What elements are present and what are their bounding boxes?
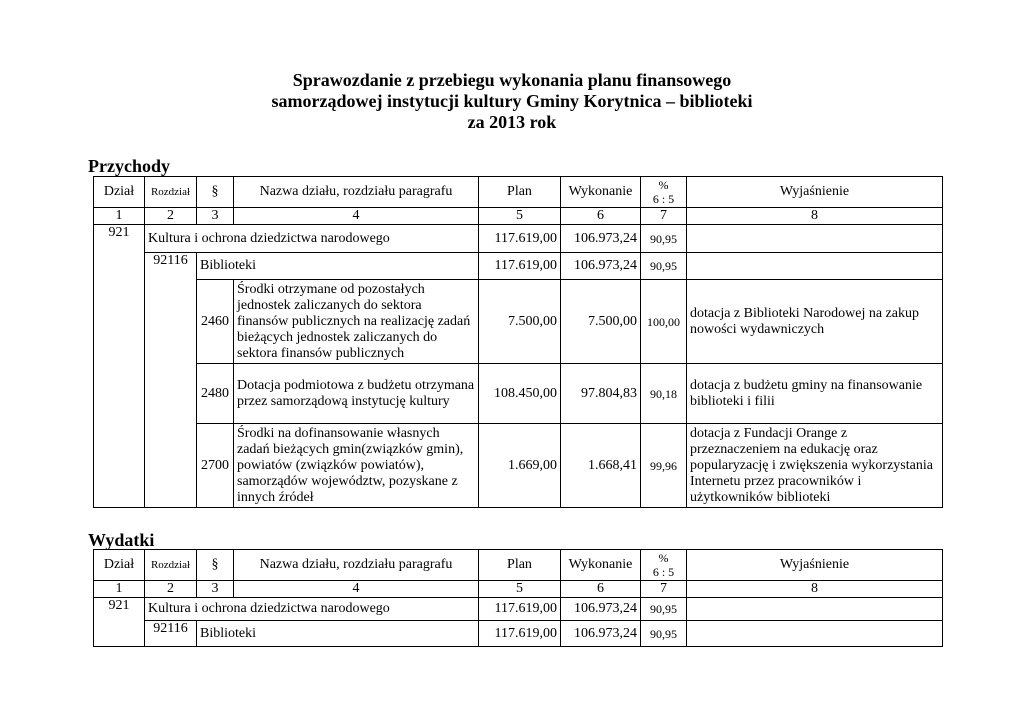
header-row [94,177,943,208]
header-row [94,550,943,581]
col-number: 6 [561,581,641,598]
dzial-name: Kultura i ochrona dziedzictwa narodowego [145,225,479,253]
col-number: 7 [641,208,687,225]
section-heading-przychody: Przychody [88,156,170,176]
col-number: 6 [561,208,641,225]
table-row [94,280,943,364]
przychody-table [93,176,943,508]
rozdzial-percent: 90,95 [641,253,687,280]
header-percent [641,177,687,208]
header-paragraf: § [197,550,234,581]
header-percent-sign: % [658,178,669,192]
paragraf-name: Środki na dofinansowanie własnych zadań bieżących gmin(związków gmin), powiatów (związków powiatów), samorządów województw, pozyskane z innych źródeł [234,424,479,508]
paragraf-code: 2480 [197,364,234,424]
paragraf-percent: 99,96 [641,424,687,508]
rozdzial-code: 92116 [145,253,197,508]
col-number: 1 [94,208,145,225]
col-number: 8 [687,581,943,598]
header-dzial: Dział [94,550,145,581]
col-number: 4 [234,208,479,225]
title-line-2: samorządowej instytucji kultury Gminy Korytnica – biblioteki [271,91,753,111]
header-percent-ratio: 6 : 5 [652,192,675,206]
header-plan: Plan [479,550,561,581]
col-number: 5 [479,208,561,225]
paragraf-name: Środki otrzymane od pozostałych jednostek zaliczanych do sektora finansów publicznych na realizację zadań bieżących jednostek zaliczanych do sektora finansów publicznych [234,280,479,364]
table-row-rozdzial [94,253,943,280]
header-wykonanie: Wykonanie [561,550,641,581]
header-wykonanie: Wykonanie [561,177,641,208]
col-number: 3 [197,208,234,225]
header-paragraf: § [197,177,234,208]
col-number: 2 [145,208,197,225]
header-wyjasnienie: Wyjaśnienie [687,177,943,208]
section-heading-wydatki: Wydatki [88,530,155,550]
dzial-wyjasnienie [687,598,943,621]
rozdzial-plan: 117.619,00 [479,253,561,280]
rozdzial-wykonanie: 106.973,24 [561,621,641,647]
table-row-rozdzial [94,621,943,647]
dzial-code: 921 [94,225,145,508]
table-row [94,364,943,424]
header-percent-ratio: 6 : 5 [652,565,675,579]
dzial-percent: 90,95 [641,598,687,621]
rozdzial-wyjasnienie [687,621,943,647]
col-number: 5 [479,581,561,598]
paragraf-name: Dotacja podmiotowa z budżetu otrzymana przez samorządową instytucję kultury [234,364,479,424]
column-number-row [94,581,943,598]
paragraf-percent: 100,00 [641,280,687,364]
table-row [94,424,943,508]
paragraf-wykonanie: 97.804,83 [561,364,641,424]
dzial-wykonanie: 106.973,24 [561,598,641,621]
paragraf-wykonanie: 7.500,00 [561,280,641,364]
dzial-plan: 117.619,00 [479,225,561,253]
paragraf-wyjasnienie: dotacja z Biblioteki Narodowej na zakup nowości wydawniczych [687,280,943,364]
paragraf-wyjasnienie: dotacja z Fundacji Orange z przeznaczeniem na edukację oraz popularyzację i zwiększenia wykorzystania Internetu przez pracowników i użytkowników biblioteki [687,424,943,508]
header-nazwa: Nazwa działu, rozdziału paragrafu [234,177,479,208]
dzial-wyjasnienie [687,225,943,253]
paragraf-wykonanie: 1.668,41 [561,424,641,508]
rozdzial-plan: 117.619,00 [479,621,561,647]
paragraf-code: 2460 [197,280,234,364]
rozdzial-code: 92116 [145,621,197,647]
rozdzial-percent: 90,95 [641,621,687,647]
document-title [0,70,1024,133]
rozdzial-wykonanie: 106.973,24 [561,253,641,280]
col-number: 2 [145,581,197,598]
paragraf-plan: 108.450,00 [479,364,561,424]
paragraf-code: 2700 [197,424,234,508]
dzial-name: Kultura i ochrona dziedzictwa narodowego [145,598,479,621]
header-nazwa: Nazwa działu, rozdziału paragrafu [234,550,479,581]
col-number: 1 [94,581,145,598]
column-number-row [94,208,943,225]
header-percent [641,550,687,581]
header-rozdzial: Rozdział [145,177,197,208]
header-percent-sign: % [658,551,669,565]
header-dzial: Dział [94,177,145,208]
dzial-code: 921 [94,598,145,647]
header-plan: Plan [479,177,561,208]
col-number: 8 [687,208,943,225]
rozdzial-wyjasnienie [687,253,943,280]
title-line-3: za 2013 rok [467,112,557,132]
paragraf-percent: 90,18 [641,364,687,424]
rozdzial-name: Biblioteki [197,253,479,280]
title-line-1: Sprawozdanie z przebiegu wykonania planu finansowego [292,70,732,90]
dzial-plan: 117.619,00 [479,598,561,621]
table-row-dzial [94,598,943,621]
paragraf-plan: 7.500,00 [479,280,561,364]
col-number: 3 [197,581,234,598]
wydatki-table [93,549,943,647]
rozdzial-name: Biblioteki [197,621,479,647]
col-number: 4 [234,581,479,598]
col-number: 7 [641,581,687,598]
paragraf-wyjasnienie: dotacja z budżetu gminy na finansowanie biblioteki i filii [687,364,943,424]
dzial-percent: 90,95 [641,225,687,253]
paragraf-plan: 1.669,00 [479,424,561,508]
header-rozdzial: Rozdział [145,550,197,581]
header-wyjasnienie: Wyjaśnienie [687,550,943,581]
dzial-wykonanie: 106.973,24 [561,225,641,253]
table-row-dzial [94,225,943,253]
